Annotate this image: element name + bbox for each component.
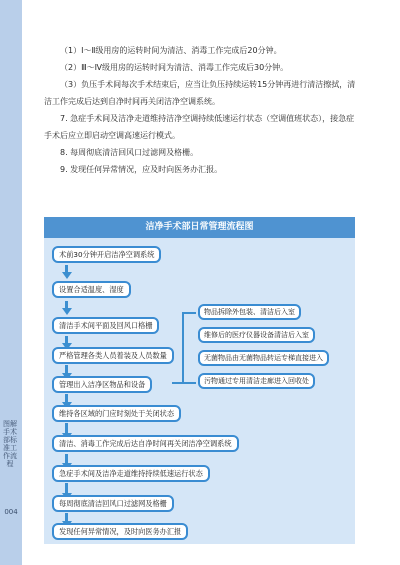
flow-step: 清洁、消毒工作完成后达自净时间再关闭洁净空调系统 xyxy=(52,435,239,452)
branch-connector xyxy=(172,382,184,384)
flow-step: 管理出入洁净区物品和设备 xyxy=(52,376,152,393)
flow-step: 每周彻底清洁回风口过滤网及格栅 xyxy=(52,495,174,512)
flow-step: 清洁手术间平面及回风口格栅 xyxy=(52,317,159,334)
flowchart-title: 洁净手术部日常管理流程图 xyxy=(44,217,355,238)
branch-item: 无菌物品由无菌物品转运专梯直接进入 xyxy=(198,350,329,366)
body-text xyxy=(44,42,362,178)
flow-step: 维持各区域的门应时刻处于关闭状态 xyxy=(52,405,181,422)
arrow-down-icon xyxy=(62,308,72,315)
flow-step: 术前30分钟开启洁净空调系统 xyxy=(52,246,161,263)
branch-item: 物品拆除外包装、清洁后入室 xyxy=(198,304,301,320)
branch-item: 维修后的医疗仪器设备清洁后入室 xyxy=(198,327,315,343)
paragraph: （1）Ⅰ～Ⅱ级用房的运转时间为清洁、消毒工作完成后20分钟。 xyxy=(60,46,282,55)
arrow-down-icon xyxy=(62,272,72,279)
page-number: 004 xyxy=(4,508,18,516)
branch-item: 污物通过专用清洁走廊进入回收处 xyxy=(198,373,315,389)
flow-step: 严格管理各类人员着装及人员数量 xyxy=(52,347,174,364)
flow-step: 急症手术间及洁净走道维持持续低速运行状态 xyxy=(52,465,210,482)
paragraph: 9. 发现任何异常情况，应及时向医务办汇报。 xyxy=(60,165,223,174)
branch-bracket xyxy=(182,312,196,384)
flowchart xyxy=(44,217,355,544)
paragraph: 7. 急症手术间及洁净走道维持洁净空调持续低速运行状态（空调值班状态），接急症手术后应立即启动空调高速运行模式。 xyxy=(44,114,355,140)
paragraph: （2）Ⅲ～Ⅳ级用房的运转时间为清洁、消毒工作完成后30分钟。 xyxy=(60,63,289,72)
side-tab xyxy=(0,0,22,565)
paragraph: 8. 每周彻底清洁回风口过滤网及格栅。 xyxy=(60,148,199,157)
flow-step: 发现任何异常情况，及时向医务办汇报 xyxy=(52,523,188,540)
paragraph: （3）负压手术间每次手术结束后，应当让负压持续运转15分钟再进行清洁擦拭，清洁工作完成后达到自净时间再关闭洁净空调系统。 xyxy=(44,80,356,106)
flow-step: 设置合适温度、湿度 xyxy=(52,281,131,298)
side-tab-label: 图解手术部标准工作流程 xyxy=(3,420,17,468)
